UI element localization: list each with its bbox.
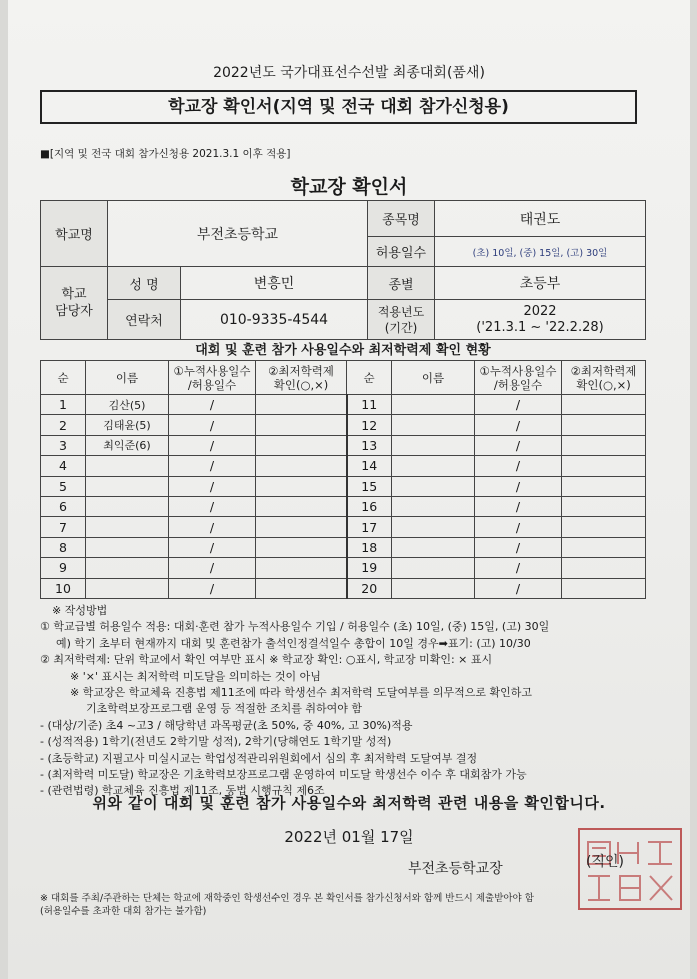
cell-no-left: 1 xyxy=(41,395,86,415)
cell-no-right: 16 xyxy=(347,496,392,516)
principal-signature: 부전초등학교장 xyxy=(408,861,503,877)
cell-no-left: 2 xyxy=(41,415,86,435)
cell-days-right: / xyxy=(475,496,562,516)
table-row xyxy=(41,517,646,537)
cell-days-left: / xyxy=(169,496,256,516)
writing-instructions xyxy=(40,603,670,800)
cell-no-right: 14 xyxy=(347,456,392,476)
cell-no-right: 18 xyxy=(347,537,392,557)
cell-name-left xyxy=(86,537,169,557)
cell-days-right: / xyxy=(475,435,562,455)
cell-academic-left xyxy=(256,415,347,435)
application-period-value: ('21.3.1 ~ '22.2.28) xyxy=(476,319,604,335)
cell-academic-left xyxy=(256,476,347,496)
cell-days-left: / xyxy=(169,435,256,455)
instruction-5: - (대상/기준) 초4 ~고3 / 해당학년 과목평균(초 50%, 중 40%, 고 30%)적용 xyxy=(40,718,413,732)
cell-days-left: / xyxy=(169,395,256,415)
cell-name-right xyxy=(392,456,475,476)
cell-days-right: / xyxy=(475,537,562,557)
cell-name-left xyxy=(86,558,169,578)
manager-contact-value: 010-9335-4544 xyxy=(181,300,368,340)
cell-name-right xyxy=(392,496,475,516)
allowed-days-value: (초) 10일, (중) 15일, (고) 30일 xyxy=(435,237,646,267)
school-name-value: 부전초등학교 xyxy=(108,201,368,267)
cell-academic-right xyxy=(562,476,646,496)
document-page xyxy=(8,0,690,979)
form-title: 학교장 확인서(지역 및 전국 대회 참가신청용) xyxy=(40,90,637,124)
cell-days-left: / xyxy=(169,578,256,598)
division-value: 초등부 xyxy=(435,267,646,300)
instruction-9: - (관련법령) 학교체육 진흥법 제11조, 동법 시행규칙 제6조 xyxy=(40,784,325,798)
table-row xyxy=(41,558,646,578)
table-row xyxy=(41,456,646,476)
division-label: 종별 xyxy=(368,267,435,300)
school-manager-label: 학교 담당자 xyxy=(41,267,108,340)
cell-academic-right xyxy=(562,435,646,455)
cell-no-left: 4 xyxy=(41,456,86,476)
cell-no-left: 8 xyxy=(41,537,86,557)
cell-academic-left xyxy=(256,496,347,516)
cell-days-left: / xyxy=(169,558,256,578)
instruction-8: - (최저학력 미도달) 학교장은 기초학력보장프로그램 운영하여 미도달 학생선수 이수 후 대회참가 가능 xyxy=(40,768,527,782)
event-title: 2022년도 국가대표선수선발 최종대회(품새) xyxy=(213,65,485,81)
cell-academic-right xyxy=(562,537,646,557)
col-academic-right: ②최저학력제 확인(○,×) xyxy=(562,361,646,395)
cell-days-right: / xyxy=(475,395,562,415)
instruction-2: ② 최저학력제: 단위 학교에서 확인 여부만 표시 ※ 학교장 확인: ○표시, 학교장 미확인: × 표시 xyxy=(40,653,493,667)
cell-days-left: / xyxy=(169,415,256,435)
cell-days-left: / xyxy=(169,517,256,537)
table-row xyxy=(41,395,646,415)
cell-name-right xyxy=(392,517,475,537)
cell-no-right: 19 xyxy=(347,558,392,578)
manager-contact-label: 연락처 xyxy=(108,300,181,340)
cell-name-left xyxy=(86,578,169,598)
footnote: ※ 대회를 주최/주관하는 단체는 학교에 재학중인 학생선수인 경우 본 확인서를 참가신청서와 함께 반드시 제출받아야 함 (허용일수를 초과한 대회 참가는 불가함) xyxy=(40,893,534,917)
cell-no-left: 10 xyxy=(41,578,86,598)
application-year-label: 적용년도 (기간) xyxy=(368,300,435,340)
table-row xyxy=(41,415,646,435)
school-name-label: 학교명 xyxy=(41,201,108,267)
document-title: 학교장 확인서 xyxy=(290,176,408,198)
cell-academic-left xyxy=(256,456,347,476)
cell-academic-right xyxy=(562,496,646,516)
instruction-1: ① 학교급별 허용일수 적용: 대회·훈련 참가 누적사용일수 기입 / 허용일수 (초) 10일, (중) 15일, (고) 30일 xyxy=(40,620,550,634)
col-days-right: ①누적사용일수 /허용일수 xyxy=(475,361,562,395)
cell-name-left: 최익준(6) xyxy=(86,435,169,455)
cell-name-left xyxy=(86,476,169,496)
cell-academic-left xyxy=(256,517,347,537)
allowed-days-label: 허용일수 xyxy=(368,237,435,267)
cell-no-left: 9 xyxy=(41,558,86,578)
table-row xyxy=(41,537,646,557)
cell-name-left: 김태윤(5) xyxy=(86,415,169,435)
col-no-right: 순 xyxy=(347,361,392,395)
table-row xyxy=(41,435,646,455)
cell-days-left: / xyxy=(169,537,256,557)
cell-no-right: 15 xyxy=(347,476,392,496)
cell-days-right: / xyxy=(475,476,562,496)
cell-academic-right xyxy=(562,415,646,435)
manager-name-label: 성 명 xyxy=(108,267,181,300)
cell-days-left: / xyxy=(169,456,256,476)
cell-academic-right xyxy=(562,456,646,476)
table-row xyxy=(41,476,646,496)
application-year-value: 2022 xyxy=(523,303,557,319)
applicability-note: ■[지역 및 전국 대회 참가신청용 2021.3.1 이후 적용] xyxy=(40,148,291,160)
cell-academic-left xyxy=(256,537,347,557)
cell-name-left: 김산(5) xyxy=(86,395,169,415)
cell-days-right: / xyxy=(475,578,562,598)
cell-academic-left xyxy=(256,578,347,598)
col-days-left: ①누적사용일수 /허용일수 xyxy=(169,361,256,395)
cell-no-left: 7 xyxy=(41,517,86,537)
cell-no-right: 20 xyxy=(347,578,392,598)
col-name-right: 이름 xyxy=(392,361,475,395)
cell-academic-left xyxy=(256,435,347,455)
cell-academic-right xyxy=(562,517,646,537)
col-no-left: 순 xyxy=(41,361,86,395)
cell-days-right: / xyxy=(475,415,562,435)
cell-no-left: 6 xyxy=(41,496,86,516)
cell-no-right: 11 xyxy=(347,395,392,415)
cell-name-right xyxy=(392,415,475,435)
table-row xyxy=(41,578,646,598)
cell-days-right: / xyxy=(475,558,562,578)
cell-name-right xyxy=(392,435,475,455)
instruction-7: - (초등학교) 지필고사 미실시교는 학업성적관리위원회에서 심의 후 최저학력 도달여부 결정 xyxy=(40,751,478,765)
instruction-4b: 기초학력보장프로그램 운영 등 적절한 조치를 취하여야 함 xyxy=(86,702,363,716)
section-title: 대회 및 훈련 참가 사용일수와 최저학력제 확인 현황 xyxy=(195,343,491,358)
col-name-left: 이름 xyxy=(86,361,169,395)
confirmation-statement: 위와 같이 대회 및 훈련 참가 사용일수와 최저학력 관련 내용을 확인합니다. xyxy=(92,794,606,812)
cell-name-left xyxy=(86,496,169,516)
cell-name-right xyxy=(392,537,475,557)
instruction-6: - (성적적용) 1학기(전년도 2학기말 성적), 2학기(당해연도 1학기말 성적) xyxy=(40,735,392,749)
manager-name-value: 변흥민 xyxy=(181,267,368,300)
cell-no-right: 12 xyxy=(347,415,392,435)
cell-name-right xyxy=(392,395,475,415)
cell-days-right: / xyxy=(475,517,562,537)
cell-name-left xyxy=(86,456,169,476)
cell-academic-left xyxy=(256,395,347,415)
cell-name-right xyxy=(392,578,475,598)
cell-no-left: 5 xyxy=(41,476,86,496)
cell-name-left xyxy=(86,517,169,537)
cell-name-right xyxy=(392,558,475,578)
school-info-table xyxy=(40,200,646,340)
col-academic-left: ②최저학력제 확인(○,×) xyxy=(256,361,347,395)
cell-no-right: 13 xyxy=(347,435,392,455)
seal-label: (직인) xyxy=(586,854,624,870)
instructions-heading: ※ 작성방법 xyxy=(52,604,108,617)
sport-label: 종목명 xyxy=(368,201,435,237)
table-row xyxy=(41,496,646,516)
cell-no-right: 17 xyxy=(347,517,392,537)
instruction-4: ※ 학교장은 학교체육 진흥법 제11조에 따라 학생선수 최저학력 도달여부를 의무적으로 확인하고 xyxy=(70,686,532,700)
cell-name-right xyxy=(392,476,475,496)
cell-academic-right xyxy=(562,558,646,578)
cell-no-left: 3 xyxy=(41,435,86,455)
signing-date: 2022년 01월 17일 xyxy=(284,828,414,846)
cell-academic-right xyxy=(562,578,646,598)
cell-academic-left xyxy=(256,558,347,578)
instruction-1-example: 예) 학기 초부터 현재까지 대회 및 훈련참가 출석인정결석일수 총합이 10일 경우➡표기: (고) 10/30 xyxy=(56,636,531,650)
participant-table xyxy=(40,360,646,599)
instruction-3: ※ '×' 표시는 최저학력 미도달을 의미하는 것이 아님 xyxy=(70,669,321,683)
sport-value: 태권도 xyxy=(435,201,646,237)
cell-days-left: / xyxy=(169,476,256,496)
cell-academic-right xyxy=(562,395,646,415)
cell-days-right: / xyxy=(475,456,562,476)
